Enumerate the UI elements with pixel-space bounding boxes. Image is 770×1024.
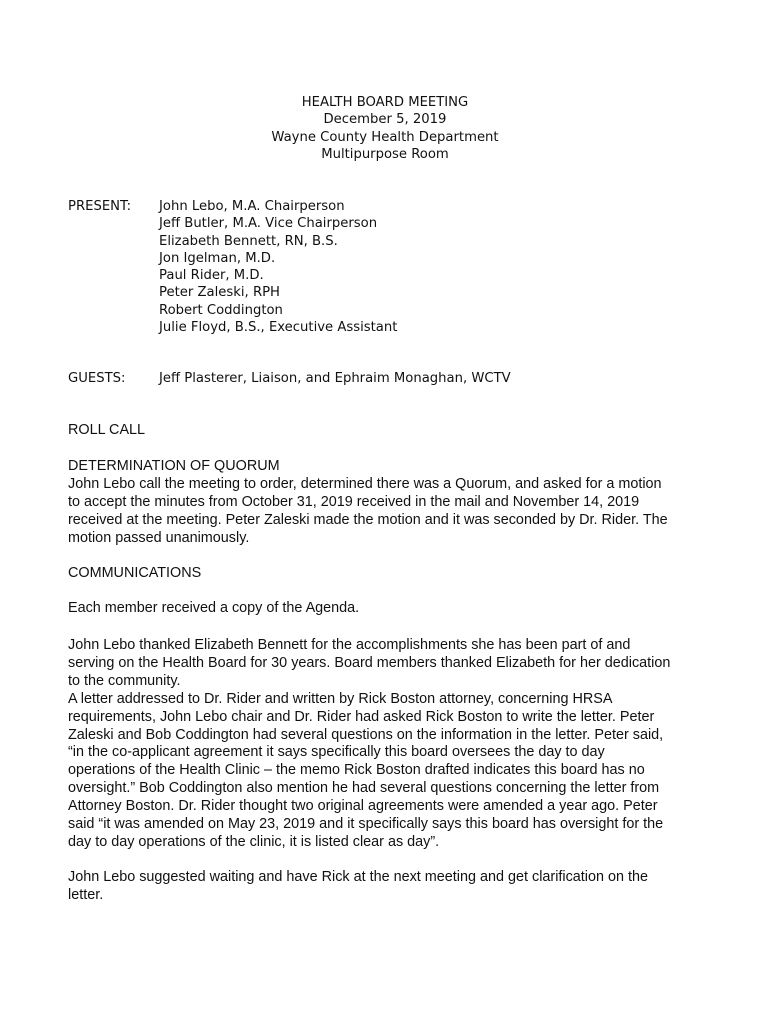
communications-heading: COMMUNICATIONS <box>68 565 202 581</box>
present-member: Elizabeth Bennett, RN, B.S. <box>159 233 338 249</box>
quorum-paragraph-line: motion passed unanimously. <box>68 529 250 546</box>
present-member: Julie Floyd, B.S., Executive Assistant <box>159 320 398 336</box>
communications-line: oversight.” Bob Coddington also mention he had several questions concerning the letter from <box>68 780 660 797</box>
communications-line: Attorney Boston. Dr. Rider thought two original agreements were amended a year ago. Peter <box>68 798 658 815</box>
communications-line: requirements, John Lebo chair and Dr. Rider had asked Rick Boston to write the letter. Peter <box>68 708 655 725</box>
meeting-location: Multipurpose Room <box>321 146 449 162</box>
communications-paragraph <box>68 637 708 852</box>
document-header <box>0 94 770 163</box>
guests-label: GUESTS: <box>68 371 126 386</box>
communications-line: A letter addressed to Dr. Rider and written by Rick Boston attorney, concerning HRSA <box>68 690 613 707</box>
communications-line: “in the co-applicant agreement it says specifically this board oversees the day to day <box>68 744 605 761</box>
organization-name: Wayne County Health Department <box>271 129 499 145</box>
present-member: Paul Rider, M.D. <box>159 268 264 284</box>
meeting-title: HEALTH BOARD MEETING <box>301 95 469 110</box>
present-members-list <box>159 198 397 336</box>
closing-paragraph <box>68 869 708 905</box>
present-member: Robert Coddington <box>159 302 283 318</box>
present-member: Jeff Butler, M.A. Vice Chairperson <box>159 216 378 232</box>
meeting-date: December 5, 2019 <box>323 112 447 128</box>
quorum-heading: DETERMINATION OF QUORUM <box>68 458 280 474</box>
quorum-paragraph-line: received at the meeting. Peter Zaleski made the motion and it was seconded by Dr. Rider. The <box>68 511 668 528</box>
present-member: Jon Igelman, M.D. <box>159 250 276 266</box>
communications-line: John Lebo thanked Elizabeth Bennett for the accomplishments she has been part of and <box>68 637 631 653</box>
quorum-section <box>68 458 708 548</box>
quorum-paragraph-line: to accept the minutes from October 31, 2019 received in the mail and November 14, 2019 <box>68 493 640 510</box>
present-member: Peter Zaleski, RPH <box>159 285 280 301</box>
present-label: PRESENT: <box>68 199 132 214</box>
communications-line: Zaleski and Bob Coddington had several questions on the information in the letter. Peter said, <box>68 726 664 743</box>
roll-call-heading: ROLL CALL <box>68 422 146 438</box>
quorum-paragraph-line: John Lebo call the meeting to order, determined there was a Quorum, and asked for a motion <box>68 475 662 492</box>
guests-list: Jeff Plasterer, Liaison, and Ephraim Monaghan, WCTV <box>159 371 511 386</box>
closing-line: John Lebo suggested waiting and have Rick at the next meeting and get clarification on the <box>68 869 649 885</box>
communications-line: operations of the Health Clinic – the memo Rick Boston drafted indicates this board has no <box>68 762 645 779</box>
communications-line: to the community. <box>68 672 181 689</box>
closing-line: letter. <box>68 886 104 903</box>
communications-line: said “it was amended on May 23, 2019 and it specifically says this board has oversight for the <box>68 816 664 833</box>
communications-line: day to day operations of the clinic, it is listed clear as day”. <box>68 833 440 850</box>
present-member: John Lebo, M.A. Chairperson <box>159 199 345 214</box>
communications-line: serving on the Health Board for 30 years. Board members thanked Elizabeth for her dedication <box>68 654 671 671</box>
agenda-paragraph: Each member received a copy of the Agenda. <box>68 600 360 616</box>
